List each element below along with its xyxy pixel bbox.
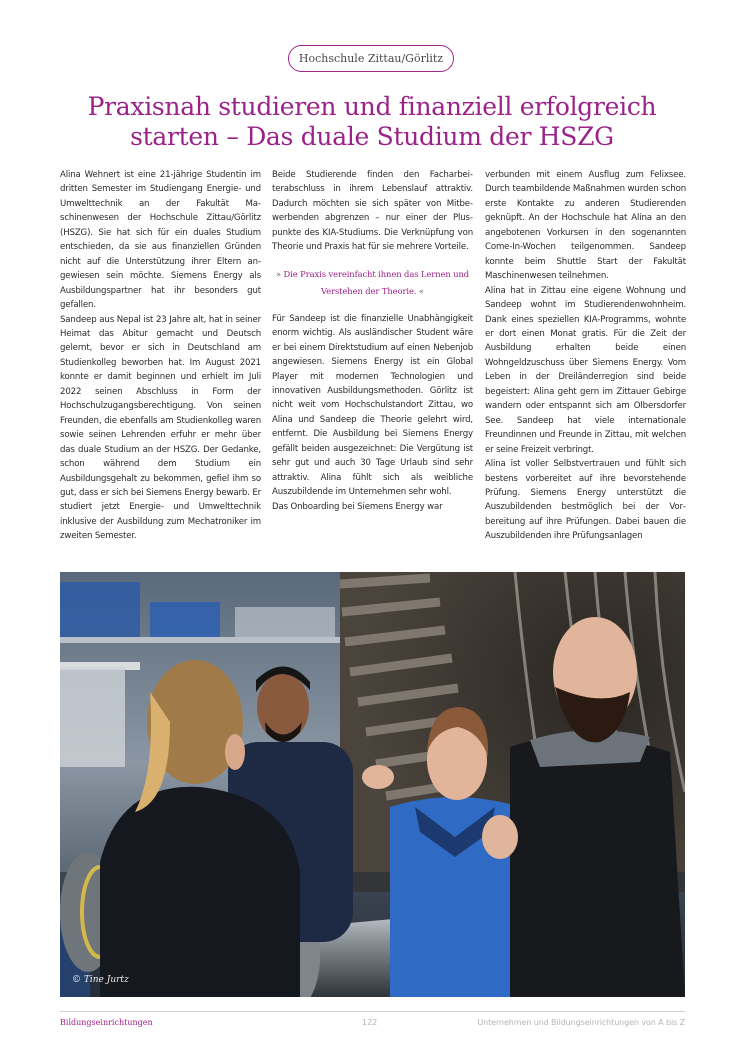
pull-quote-text: Die Praxis vereinfacht ihnen das Lernen und Verstehen der Theorie. <box>283 268 470 296</box>
paragraph: Für Sandeep ist die finanzielle Unabhängigkeit enorm wichtig. Als ausländischer Student wäre er bei einem Direktstudium auf einen Nebenjob angewiesen. Siemens Energy ist ein Global Player mit modernen Technologien und innovativen Ausbildungsmethoden. Görlitz ist nicht weit vom Hochschulstandort Zittau, wo Alina und Sandeep die Theorie gelehrt wird, entfernt. Die Ausbildung bei Siemens Energy gefällt beiden ausgezeichnet: Die Vergütung ist sehr gut und auch 30 Tage Urlaub sind sehr attraktiv. Alina fühlt sich als weibliche Auszubildende im Unternehmen sehr wohl. <box>272 313 473 498</box>
publication-title: Unternehmen und Bildungseinrichtungen von A bis Z <box>477 1018 685 1027</box>
pull-quote <box>272 266 473 300</box>
page-number: 122 <box>362 1018 378 1027</box>
paragraph: Beide Studierende finden den Facharbeiterabschluss in ihrem Lebenslauf attraktiv. Dadurch möchten sie sich später von Mitbewerbenden abgrenzen – nur einer der Pluspunkte des KIA-Studiums. Die Verknüpfung von Theorie und Praxis hat für sie mehrere Vorteile. <box>272 170 473 253</box>
article-column-2 <box>272 168 473 514</box>
mezzanine-rail <box>60 637 350 643</box>
quote-close-mark: « <box>418 285 424 296</box>
footer-divider <box>60 1011 685 1012</box>
person-instructor <box>510 736 685 997</box>
paragraph: Das Onboarding bei Siemens Energy war <box>272 501 443 512</box>
footer-section-label: Bildungseinrichtungen <box>60 1018 153 1027</box>
white-cabinet <box>60 667 125 767</box>
paragraph: verbunden mit einem Ausflug zum Felixsee. Durch teambildende Maßnahmen wurden schon erste Kontakte zu anderen Studierenden geknüpft. An der Hochschule hat Alina an den angebotenen Vorkursen in den sogenannten Come-In-Wochen teilgenommen. Sandeep konnte beim Shuttle Start der Fakultät Maschinenwesen teilnehmen. <box>485 170 686 282</box>
photo-credit: © Tine Jurtz <box>72 975 129 985</box>
article-photo <box>60 572 685 997</box>
article-column-3 <box>485 168 686 544</box>
workshop-scene-illustration <box>60 572 685 997</box>
paragraph: Alina hat in Zittau eine eigene Wohnung und Sandeep wohnt im Studierendenwohnheim. Dank eines speziellen KIA-Programms, wohnte er dort einen Monat gratis. Für die Zeit der Ausbildung erhalten beide einen Wohngeldzuschuss über Siemens Energy. Vom Leben in der Dreiländerregion sind beide begeistert: Alina geht gern im Zittauer Gebirge wandern oder entspannt sich am Olbersdorfer See. Sandeep hat viele internationale Freundinnen und Freunde in Zittau, mit welchen er seine Freizeit verbringt. <box>485 285 686 455</box>
article-title-line1: Praxisnah studieren und finanziell erfolgreich <box>87 92 657 121</box>
article-column-1 <box>60 168 261 544</box>
paragraph: Sandeep aus Nepal ist 23 Jahre alt, hat in seiner Heimat das Abitur gemacht und Deutsch gelernt, bevor er sich in Deutschland am Studienkolleg beworben hat. Im August 2021 konnte er damit beginnen und erhielt im Juli 2022 seinen Abschluss in Form der Hochschulzugangsberechtigung. Von seinen Freunden, die ebenfalls am Studienkolleg waren sowie seinen Lehrenden erfuhr er mehr über das duale Studium an der HSZG. Der Gedanke, schon während dem Studium ein Ausbildungsgehalt zu bekommen, gefiel ihm so gut, dass er sich bei Siemens Energy bewarb. Er studiert jetzt Energie- und Umwelttechnik inklusive der Ausbildung zum Mechatroniker im zweiten Semester. <box>60 314 261 542</box>
article-title-line2: starten – Das duale Studium der HSZG <box>130 122 614 151</box>
blue-shelf <box>60 582 140 642</box>
article-title <box>40 92 704 152</box>
hand-gesture <box>362 765 394 789</box>
paragraph: Alina Wehnert ist eine 21-jährige Studentin im dritten Semester im Studiengang Energie- und Umwelttechnik an der Fakultät Maschinenwesen der Hochschule Zittau/Görlitz (HSZG). Sie hat sich für ein duales Studium entschieden, da sie aus finanziellen Gründen nicht auf die Unterstützung ihrer Eltern angewiesen sein möchte. Siemens Energy als Ausbildungspartner hat ihr besonders gut gefallen. <box>60 170 261 311</box>
institution-badge-label: Hochschule Zittau/Görlitz <box>298 52 444 65</box>
institution-badge <box>288 45 454 72</box>
paragraph: Alina ist voller Selbstvertrauen und fühlt sich bestens vorbereitet auf ihre bevorstehende Prüfung. Siemens Energy unterstützt die Auszubildenden bestmöglich bei der Vorbereitung auf ihre Prüfungen. Dabei bauen die Auszubildenden ihre Prüfungsanlagen <box>485 459 686 542</box>
person-woman-back <box>100 787 300 997</box>
quote-open-mark: » <box>275 268 281 279</box>
blue-crate <box>150 602 220 642</box>
